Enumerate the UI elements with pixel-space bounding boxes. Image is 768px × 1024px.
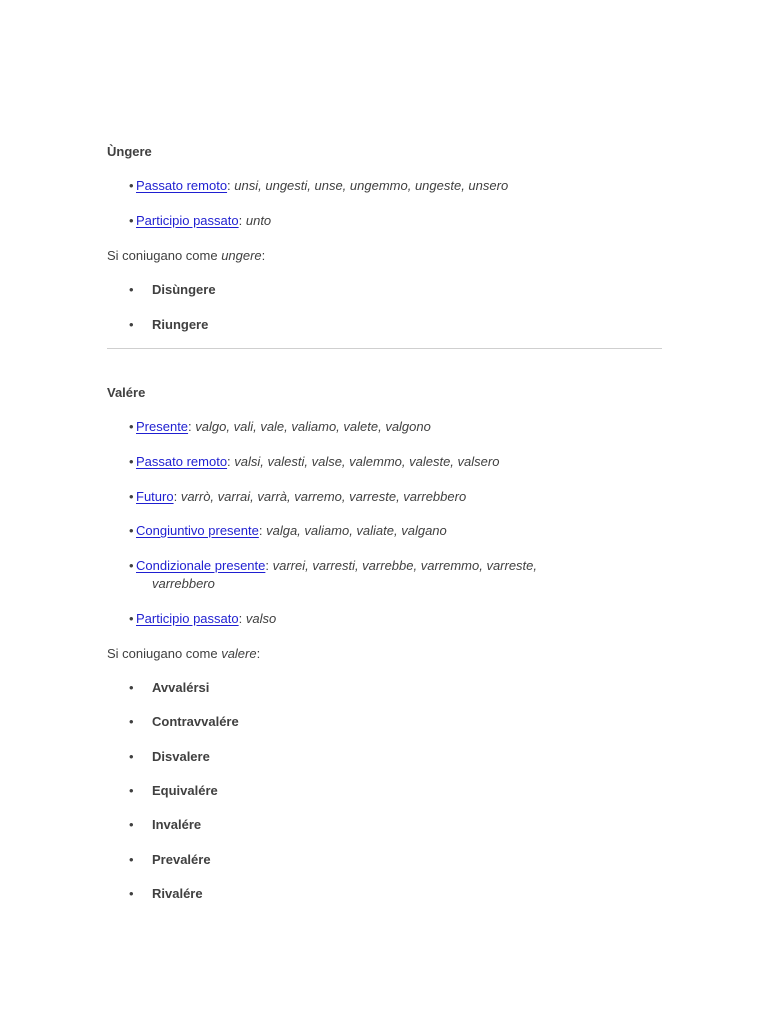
conjugation-link-participio-passato[interactable]: Participio passato — [136, 611, 239, 626]
conjugation-link-futuro[interactable]: Futuro — [136, 489, 174, 504]
intro-prefix: Si coniugano come — [107, 646, 222, 661]
related-verb-item — [107, 281, 662, 299]
bullet-icon: • — [129, 749, 134, 764]
separator: : — [238, 611, 246, 626]
separator: : — [238, 213, 246, 228]
separator: : — [258, 523, 267, 538]
conjugation-forms: valsi, valesti, valse, valemmo, valeste, valsero — [234, 454, 500, 469]
bullet-icon: • — [129, 558, 134, 573]
bullet-icon: • — [129, 317, 134, 332]
related-verb-name: Prevalére — [152, 852, 211, 867]
conjugation-item — [107, 522, 662, 540]
section-heading-valere: Valére — [107, 385, 146, 400]
related-verb-name: Invalére — [152, 817, 202, 832]
related-verb-item — [107, 713, 662, 731]
section-ungere — [107, 143, 662, 334]
bullet-icon: • — [129, 523, 134, 538]
intro-prefix: Si coniugano come — [107, 248, 222, 263]
bullet-icon: • — [129, 282, 134, 297]
conjugation-item — [107, 488, 662, 506]
related-verb-item — [107, 316, 662, 334]
conjugate-like-text — [107, 247, 662, 265]
conjugate-like-text — [107, 645, 662, 663]
related-verb-name: Rivalére — [152, 886, 203, 901]
conjugation-link-condizionale-presente[interactable]: Condizionale presente — [136, 558, 266, 573]
bullet-icon: • — [129, 419, 134, 434]
bullet-icon: • — [129, 178, 134, 193]
related-verb-item — [107, 851, 662, 869]
conjugation-item — [107, 177, 662, 195]
related-verb-name: Riungere — [152, 317, 209, 332]
intro-suffix: : — [256, 646, 261, 661]
conjugation-forms: varrò, varrai, varrà, varremo, varreste, varrebbero — [180, 489, 467, 504]
conjugation-item — [107, 418, 662, 436]
bullet-icon: • — [129, 680, 134, 695]
conjugation-item — [107, 212, 662, 230]
bullet-icon: • — [129, 783, 134, 798]
bullet-icon: • — [129, 213, 134, 228]
separator: : — [227, 454, 235, 469]
conjugation-forms-continued: varrebbero — [152, 576, 215, 591]
conjugation-item — [107, 453, 662, 471]
bullet-icon: • — [129, 611, 134, 626]
conjugation-link-presente[interactable]: Presente — [136, 419, 189, 434]
separator: : — [188, 419, 196, 434]
intro-verb: valere — [221, 646, 257, 661]
bullet-icon: • — [129, 714, 134, 729]
bullet-icon: • — [129, 454, 134, 469]
related-verb-item — [107, 885, 662, 903]
conjugation-forms: valgo, vali, vale, valiamo, valete, valgono — [195, 419, 431, 434]
related-verb-name: Avvalérsi — [152, 680, 210, 695]
section-divider — [107, 348, 662, 349]
related-verb-name: Equivalére — [152, 783, 218, 798]
related-verbs-list-ungere — [107, 281, 662, 334]
related-verb-item — [107, 816, 662, 834]
bullet-icon: • — [129, 852, 134, 867]
conjugation-list-valere — [107, 418, 662, 628]
intro-verb: ungere — [221, 248, 262, 263]
related-verb-name: Contravvalére — [152, 714, 239, 729]
related-verb-item — [107, 782, 662, 800]
conjugation-list-ungere — [107, 177, 662, 230]
related-verbs-list-valere — [107, 679, 662, 903]
bullet-icon: • — [129, 817, 134, 832]
related-verb-name: Disùngere — [152, 282, 216, 297]
related-verb-item — [107, 748, 662, 766]
conjugation-item — [107, 557, 662, 593]
conjugation-link-participio-passato[interactable]: Participio passato — [136, 213, 239, 228]
conjugation-link-passato-remoto[interactable]: Passato remoto — [136, 454, 228, 469]
conjugation-forms: unsi, ungesti, unse, ungemmo, ungeste, unsero — [234, 178, 509, 193]
separator: : — [227, 178, 235, 193]
conjugation-forms: varrei, varresti, varrebbe, varremmo, varreste, — [272, 558, 538, 573]
conjugation-forms: valga, valiamo, valiate, valgano — [266, 523, 447, 538]
section-valere — [107, 384, 662, 903]
separator: : — [265, 558, 273, 573]
conjugation-forms: unto — [245, 213, 272, 228]
bullet-icon: • — [129, 489, 134, 504]
conjugation-item — [107, 610, 662, 628]
conjugation-forms: valso — [245, 611, 277, 626]
separator: : — [173, 489, 181, 504]
conjugation-link-passato-remoto[interactable]: Passato remoto — [136, 178, 228, 193]
conjugation-link-congiuntivo-presente[interactable]: Congiuntivo presente — [136, 523, 259, 538]
section-heading-ungere: Ùngere — [107, 144, 152, 159]
intro-suffix: : — [261, 248, 266, 263]
related-verb-name: Disvalere — [152, 749, 210, 764]
related-verb-item — [107, 679, 662, 697]
bullet-icon: • — [129, 886, 134, 901]
